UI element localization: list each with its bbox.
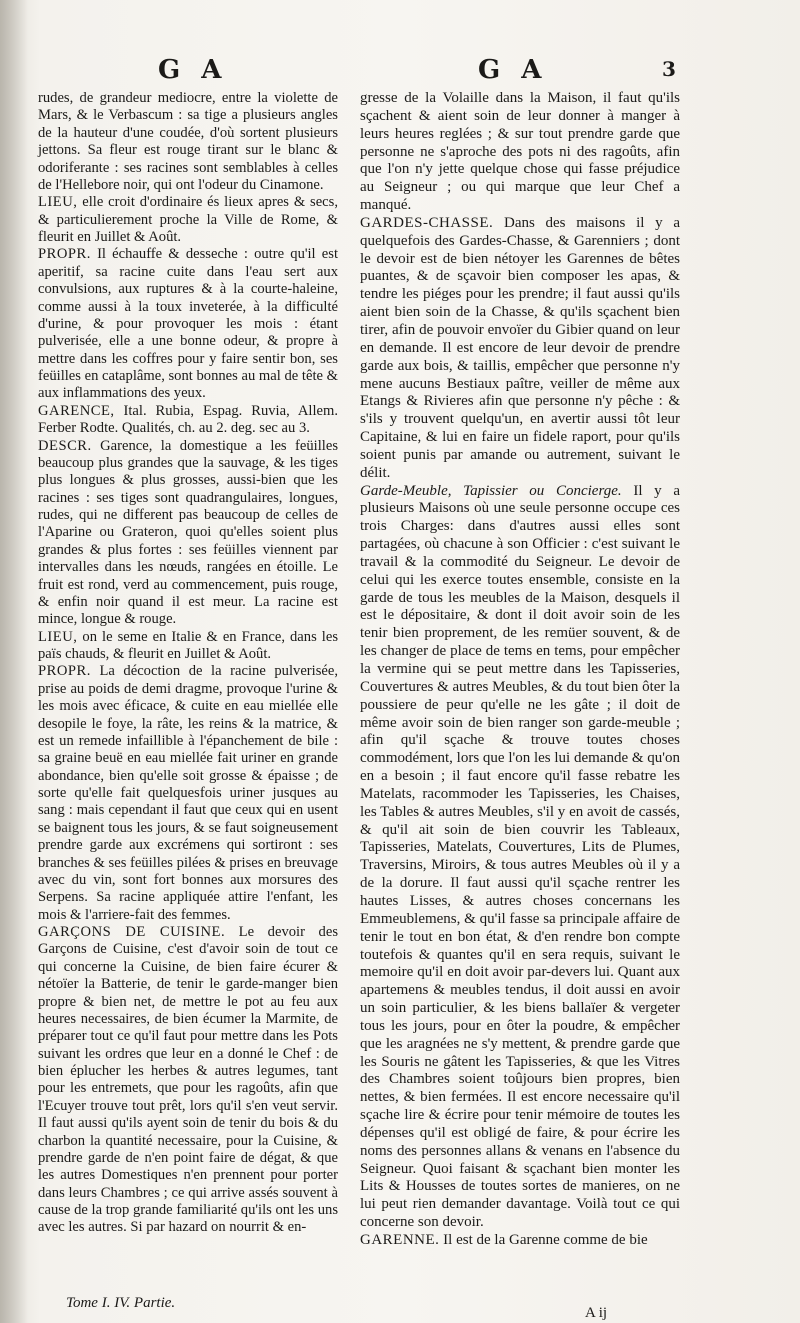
running-header — [0, 55, 800, 89]
entry-label: GARÇONS DE CUISINE. — [38, 924, 226, 940]
volume-line: Tome I. IV. Partie. — [66, 1295, 176, 1311]
entry-text: La décoction de la racine pulverisée, prise au poids de demi dragme, provoque l'urine & les mois avec éficace, & cuite en eau miellée elle desopile le foye, la râte, les reins & la matrice, & est un remede infaillible à l'épanchement de bile : sa graine beuë en eau miellée fait uriner en grande abondance, bien qu'elle soit grosse & épaisse ; de sorte qu'elle fait quelquesfois uriner jusques au sang : mais cependant il faut que ceux qui en usent se baignent tous les jours, & se faut soigneusement prendre garde aux excrémens qui sortiront : ses branches & ses feüilles pilées & prises en breuvage avec du vin, sont fort bonnes aux morsures des Serpens. Sa racine appliquée attire l'enfant, les mois & l'arriere-fait des femmes. — [38, 663, 338, 923]
binding-shadow — [0, 0, 28, 1323]
entry-paragraph — [360, 1232, 680, 1250]
entry-label: GARENNE. — [360, 1232, 440, 1248]
entry-label: GARDES-CHASSE. — [360, 214, 494, 231]
entry-text: Garence, la domestique a les feüilles beaucoup plus grandes que la sauvage, & les tiges plus longues & plus grosses, aussi-bien que les racines : ses tiges sont quadrangulaires, longues, rudes, qui ne different pas beaucoup de celles de l'Aparine ou Grateron, quoi qu'elles soient plus grandes & plus fortes : ses feüilles viennent par intervalles dans les nœuds, rangées en étoille. Le fruit est rond, verd au commencement, puis rouge, & enfin noir quand il est meur. La racine est mince, longue & rouge. — [38, 437, 338, 628]
entry-paragraph: gresse de la Volaille dans la Maison, il faut qu'ils sçachent & aient soin de leur donner à manger à leurs heures reglées ; & sur tout prendre garde que personne ne s'aproche des pots ni des ragoûts, afin que l'on n'y jette quelque chose qui fasse préjudice au Seigneur ; ou qui marque que leur Chef a manqué. — [360, 90, 680, 214]
left-column — [38, 90, 338, 1237]
page-number: 3 — [662, 57, 676, 81]
entry-label: DESCR. — [38, 437, 92, 454]
entry-paragraph — [38, 629, 338, 664]
entry-paragraph — [360, 483, 680, 1232]
entry-text: Il est de la Garenne comme de bie — [439, 1232, 648, 1248]
entry-paragraph — [38, 663, 338, 924]
right-column — [360, 90, 680, 1250]
entry-paragraph — [38, 246, 338, 402]
entry-paragraph — [38, 194, 338, 246]
left-running-head: G A — [158, 55, 228, 85]
entry-paragraph — [38, 438, 338, 629]
entry-label: Garde-Meuble, Tapissier ou Concierge. — [360, 482, 622, 499]
entry-paragraph — [360, 215, 680, 483]
right-running-head: G A — [478, 55, 548, 85]
entry-text: Ital. Rubia, Espag. Ruvia, Allem. Ferber Rodte. Qualités, ch. au 2. deg. sec au 3. — [38, 402, 338, 437]
entry-label: PROPR. — [38, 663, 91, 680]
entry-paragraph: rudes, de grandeur mediocre, entre la violette de Mars, & le Verbascum : sa tige a plusieurs angles de la hauteur d'une coudée, d'où sortent plusieurs jettons. Sa fleur est rouge tirant sur le blanc & odoriferante : ses racines sont semblables à celles de l'Hellebore noir, qui ont l'odeur du Cinamone. — [38, 90, 338, 193]
entry-paragraph — [38, 403, 338, 438]
entry-text: on le seme en Italie & en France, dans les païs chauds, & fleurit en Juillet & Août. — [38, 628, 338, 662]
entry-text: Il y a plusieurs Maisons où une seule personne occupe ces trois Charges: dans d'autres aussi elles sont partagées, où chacune à son Officier : c'est suivant le travail & la commodité du Seigneur. Le devoir de celui qui les exerce toutes ensemble, consiste en la garde de tous les meubles de la Maison, desquels il est le dépositaire, & dont il doit avoir soin de les tenir bien proprement, de les remüer souvent, & de les changer de place de tems en tems, pour empêcher la vermine qui se peut mettre dans les Tapisseries, Couvertures & autres Meubles, & du tout bien ôter la poussiere de peur qu'elle ne les gâte ; il doit de même avoir soin de bien ranger son garde-meuble ; afin qu'il sçache & trouve toutes choses commodément, lors que l'on les lui demande & qu'on en a besoin ; il faut encore qu'il fasse rebatre les Matelats, racommoder les Tapisseries, les Chaises, les Tables & autres Meubles, s'il y en avoit de cassés, & qu'il ait soin de bien couvrir les Tableaux, Tapisseries, Matelats, Couvertures, Lits de Plumes, Traversins, Miroirs, & tous autres Meubles où il y a de la dorure. Il faut aussi qu'il sçache rentrer les hautes Lisses, & autres choses concernans les Emmeublemens, & qu'il fasse sa principale affaire de tenir le tout en bon état, & d'en rendre bon compte toutefois & quantes qu'il en sera requis, suivant le memoire qu'il en doit avoir par-devers lui. Quant aux apartemens & meubles tendus, il doit aussi en avoir un soin particulier, & les biens ballaïer & vergeter tous les jours, pour en ôter la poudre, & empêcher que les aragnées ne s'y mettent, & prendre garde que les Souris ne gâtent les Tapisseries, & que les Vitres des Chambres soient toûjours bien propres, bien nettes, & bien fermées. Il est encore necessaire qu'il sçache lire & écrire pour tenir mémoire de toutes les dépenses qu'il est obligé de faire, & pour écrire les noms des personnes allans & venans en l'absence du Seigneur. Quoi faisant & sçachant bien monter les Lits & Housses de toutes sortes de manieres, on ne lui peut rien demander davantage. Voilà tout ce qui concerne son devoir. — [360, 482, 680, 1231]
entry-text: elle croit d'ordinaire és lieux apres & secs, & particulierement proche la Ville de Rome, & fleurit en Juillet & Août. — [38, 194, 338, 245]
entry-paragraph — [38, 924, 338, 1237]
entry-label: LIEU, — [38, 628, 78, 645]
entry-text: Le devoir des Garçons de Cuisine, c'est d'avoir soin de tout ce qui concerne la Cuisine, de bien faire écurer & nétoïer la Batterie, de tenir le garde-manger bien propre & bien net, de mettre le pot au feu aux heures necessaires, de bien écumer la Marmite, de préparer tout ce qu'il faut pour mettre dans les Pots suivant les ordres que leur en a donné le Chef : de bien éplucher les herbes & autres legumes, tant pour les entremets, que pour les ragoûts, afin que l'Ecuyer trouve tout prêt, lors qu'il s'en veut servir. Il faut aussi qu'ils ayent soin de tenir du bois & du charbon la quantité necessaire, pour la Cuisine, & prendre garde de n'en point faire de dégat, & que les autres Domestiques n'en prennent pour porter dans leurs Chambres ; ce qui arrive assés souvent à cause de la trop grande familiarité qu'ils ont les uns avec les autres. Si par hazard on nourrit & en- — [38, 924, 338, 1236]
signature-mark: A ij — [585, 1305, 608, 1321]
page-footer — [0, 1295, 800, 1319]
entry-label: LIEU, — [38, 194, 78, 211]
entry-label: PROPR. — [38, 246, 91, 263]
entry-label: GARENCE, — [38, 402, 115, 419]
entry-text: Dans des maisons il y a quelquefois des Gardes-Chasse, & Garenniers ; dont le devoir est de bien nétoyer les Garennes de bêtes puantes, & de sçavoir bien composer les apas, & tendre les piéges pour les prendre; il faut aussi qu'ils aient bien soin de la Chasse, & qu'ils sçachent bien tirer, afin de pouvoir envoïer du Gibier quand on leur en demande. Il est encore de leur devoir de prendre garde aux bois, & taillis, empêcher que personne n'y mene aucuns Bestiaux paître, veiller de même aux Etangs & Rivieres afin que personne n'y pêche : & s'ils y trouvent quelqu'un, en avertir aussi tôt leur Capitaine, & lui en faire un fidele raport, pour qu'ils soient punis par amande ou autrement, suivant le délit. — [360, 214, 680, 481]
entry-text: Il échauffe & desseche : outre qu'il est aperitif, sa racine cuite dans l'eau sert aux convulsions, aux ruptures & à la courte-haleine, comme aussi à la toux inveterée, à la difficulté d'urine, & pour provoquer les mois : étant pulverisée, elle a une bonne odeur, & propre à mettre dans les coffres pour y faire sentir bon, ses feüilles en cataplâme, sont bonnes au mal de tête & aux inflammations des yeux. — [38, 246, 338, 402]
